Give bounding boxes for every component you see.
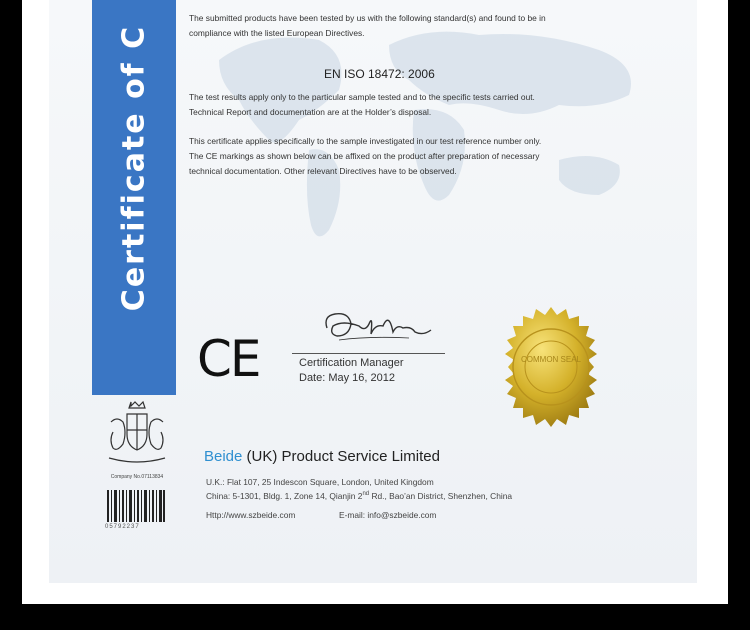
statement-paragraph-3: [189, 134, 659, 179]
ce-mark: CE: [197, 330, 260, 388]
certificate-title-text-wrap: [92, 0, 176, 395]
statement-line: compliance with the listed European Directives.: [189, 28, 365, 38]
address-china-prefix: China: 5-1301, Bldg. 1, Zone 14, Qianjin 2: [206, 491, 363, 501]
statement-line: The submitted products have been tested by us with the following standard(s) and found to be in: [189, 13, 546, 23]
royal-coat-of-arms-icon: [101, 400, 173, 472]
statement-line: Technical Report and documentation are at the Holder’s disposal.: [189, 107, 432, 117]
barcode-number: 05792237: [105, 524, 140, 530]
statement-paragraph-1: [189, 11, 659, 41]
email: E-mail: info@szbeide.com: [339, 510, 437, 520]
website: Http://www.szbeide.com: [206, 510, 296, 520]
handwritten-signature: [319, 306, 439, 352]
signature-title: Certification Manager: [299, 357, 404, 369]
signature-line: [292, 353, 445, 354]
certificate-paper: [49, 0, 697, 583]
gold-common-seal: [489, 305, 613, 429]
company-name: [204, 448, 440, 465]
statement-line: This certificate applies specifically to the sample investigated in our test reference number only.: [189, 136, 542, 146]
company-name-rest: (UK) Product Service Limited: [242, 448, 440, 465]
statement-line: technical documentation. Other relevant Directives have to be observed.: [189, 166, 457, 176]
company-number: Company No.07113834: [110, 474, 164, 480]
barcode: [107, 490, 165, 522]
photo-frame: [22, 0, 728, 604]
address-china-sup: nd: [362, 491, 370, 498]
address-china-suffix: Rd., Bao’an District, Shenzhen, China: [369, 491, 513, 501]
address-uk: U.K.: Flat 107, 25 Indescon Square, London, United Kingdom: [206, 477, 434, 487]
standard-reference: EN ISO 18472: 2006: [324, 67, 435, 81]
company-brand: Beide: [204, 448, 243, 465]
address-china: [206, 491, 512, 501]
seal-text: COMMON SEAL: [520, 355, 581, 364]
signature-date: Date: May 16, 2012: [299, 372, 396, 384]
certificate-title: Certificate of C: [116, 24, 152, 312]
statement-line: The CE markings as shown below can be affixed on the product after preparation of necessary: [189, 151, 540, 161]
statement-paragraph-2: [189, 90, 659, 120]
statement-line: The test results apply only to the particular sample tested and to the specific tests carried out.: [189, 92, 535, 102]
